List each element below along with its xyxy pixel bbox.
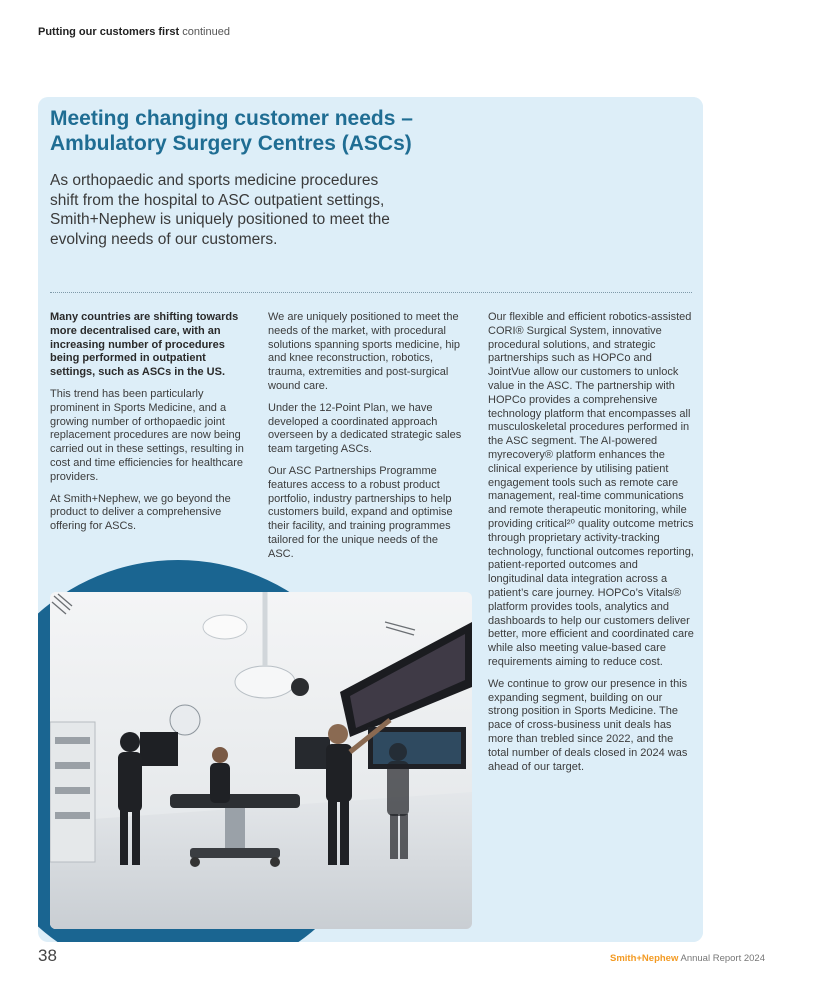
paragraph: At Smith+Nephew, we go beyond the product to deliver a comprehensive offering for ASCs. (50, 492, 231, 533)
report-title: Annual Report 2024 (680, 953, 765, 964)
paragraph: Our ASC Partnerships Programme features access to a robust product portfolio, industry partnerships to help customers build, expand and optimise their facility, and training programmes tailored for the unique needs of the ASC. (268, 464, 453, 560)
panel-title: Meeting changing customer needs – Ambulatory Surgery Centres (ASCs) (50, 107, 413, 155)
report-footer (610, 953, 765, 964)
text-column-3 (488, 311, 694, 782)
text-column-1 (50, 311, 250, 542)
asc-feature-panel (38, 97, 703, 942)
lead-paragraph: Many countries are shifting towards more decentralised care, with an increasing number of procedures being performed in outpatient settings, such as ASCs in the US. (50, 311, 239, 379)
paragraph: We continue to grow our presence in this expanding segment, building on our strong position in Sports Medicine. The pace of cross-business unit deals has more than trebled since 2022, and the total number of deals closed in 2024 was ahead of our target. (488, 677, 688, 773)
dotted-divider (50, 292, 692, 293)
brand-name: Smith+Nephew (609, 953, 679, 964)
paragraph: Under the 12-Point Plan, we have developed a coordinated approach overseen by a dedicated strategic sales team targeting ASCs. (268, 401, 462, 456)
paragraph: Our flexible and efficient robotics-assisted CORI® Surgical System, innovative procedural solutions, and strategic partnerships such as HOPCo and JointVue allow our customers to unlock value in the ASC. The partnership with HOPCo provides a comprehensive technology platform that encompasses all musculoskeletal procedures performed in the ASC segment. The AI-powered myrecovery® platform enhances the clinical experience by utilising patient engagement tools such as remote care management, real-time communications and remote therapeutic monitoring, while providing critical²⁰ quality outcome metrics through proprietary activity-tracking technology, functional outcomes reporting, patient-reported outcomes and longitudinal data integration across a patient’s care journey. HOPCo’s Vitals® platform provides tools, analytics and dashboards to help our customers deliver better, more efficient and coordinated care while also meeting value-based care requirements aiming to reduce cost. (488, 311, 694, 668)
running-head (38, 26, 230, 38)
text-column-2 (268, 311, 463, 570)
continued-label: continued (182, 26, 230, 38)
operating-room-photo (50, 592, 472, 929)
paragraph: We are uniquely positioned to meet the needs of the market, with procedural solutions spanning sports medicine, hip and knee reconstruction, robotics, trauma, extremities and post-surgical wound care. (268, 311, 461, 392)
panel-intro: As orthopaedic and sports medicine procedures shift from the hospital to ASC outpatient settings, Smith+Nephew is uniquely positioned to meet the evolving needs of our customers. (50, 172, 390, 248)
paragraph: This trend has been particularly prominent in Sports Medicine, and a growing number of orthopaedic joint replacement procedures are now being carried out in these settings, resulting in cost and time efficiencies for healthcare providers. (50, 387, 244, 483)
section-title: Putting our customers first (38, 26, 180, 38)
page-number: 38 (38, 946, 57, 965)
